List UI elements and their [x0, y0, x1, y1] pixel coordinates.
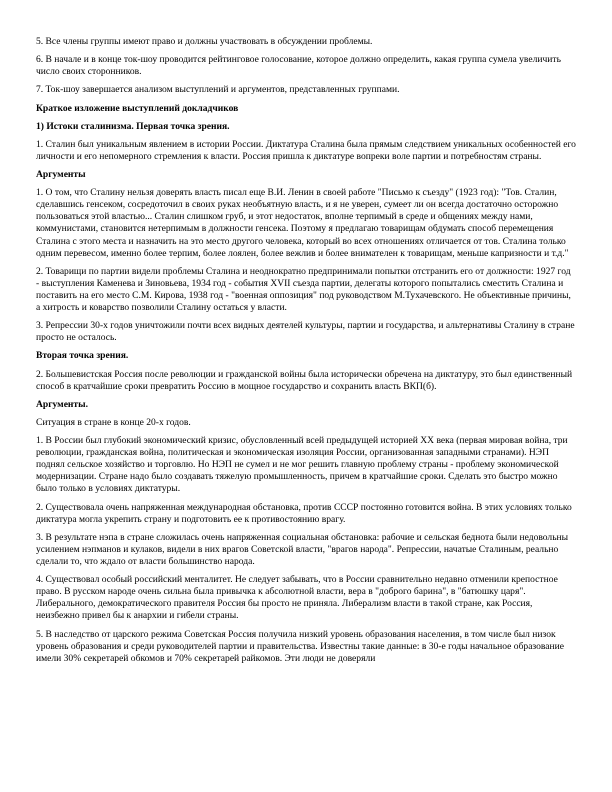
heading-arguments-1: Аргументы — [36, 169, 86, 181]
paragraph-situation-intro: Ситуация в стране в конце 20-х годов. — [36, 416, 191, 428]
paragraph-rule-5: 5. Все члены группы имеют право и должны участвовать в обсуждении проблемы. — [36, 36, 373, 47]
heading-second-viewpoint: Вторая точка зрения. — [36, 350, 129, 362]
heading-first-viewpoint: 1) Истоки сталинизма. Первая точка зрения. — [36, 120, 230, 132]
paragraph-argument-2-2: 2. Существовала очень напряженная международная обстановка, против СССР постоянно готовится война. В этих условиях только диктатура могла укрепить страну и подготовить ее к противостоянию врагу. — [36, 501, 572, 525]
document-page — [36, 36, 576, 671]
paragraph-rule-7: 7. Ток-шоу завершается анализом выступлений и аргументов, представленных группами. — [36, 84, 400, 96]
paragraph-argument-2-3: 3. В результате нэпа в стране сложилась очень напряженная социальная обстановка: рабочие и сельская беднота были недовольны усилением нэпманов и кулаков, видели в них врагов Советской власти, "врагов народа". Репрессии, начатые Сталиным, реально сделали то, что ждало от власти большинство народа. — [36, 531, 569, 568]
paragraph-argument-1-1: 1. О том, что Сталину нельзя доверять власть писал еще В.И. Ленин в своей работе "Письмо к съезду" (1923 год): "Тов. Сталин, сделавшись генсеком, сосредоточил в своих руках необъятную власть, и я не уверен, сумеет ли он всегда достаточно осторожно пользоваться этой властью... Сталин слишком груб, и этот недостаток, вполне терпимый в среде и общениях между нами, коммунистами, становится нетерпимым в должности генсека. Поэтому я предлагаю товарищам обдумать способ перемещения Сталина с этого места и назначить на это место другого человека, который во всех отношениях отличается от тов. Сталина только одним перевесом, именно более терпим, более лоялен, более вежлив и более внимателен к товарищам, меньше капризности и т.д." — [36, 187, 569, 259]
heading-summary: Краткое изложение выступлений докладчиков — [36, 102, 239, 114]
paragraph-argument-2-1: 1. В России был глубокий экономический кризис, обусловленный всей предыдущей историей XX века (первая мировая война, три революции, гражданская война, политическая и экономическая изоляция России, организованная западными странами). НЭП поднял сельское хозяйство и торговлю. Но НЭП не сумел и не мог решить главную проблему страны - проблему экономической модернизации. Стране надо было создавать тяжелую промышленность, причем в кратчайшие сроки. Сделать это быстро можно было только в условиях диктатуры. — [36, 435, 568, 495]
heading-arguments-2: Аргументы. — [36, 398, 88, 410]
paragraph-argument-1-3: 3. Репрессии 30-х годов уничтожили почти всех видных деятелей культуры, партии и государства, и альтернативы Сталину в стране просто не осталось. — [36, 320, 575, 344]
paragraph-first-viewpoint-thesis: 1. Сталин был уникальным явлением в истории России. Диктатура Сталина была прямым следствием уникальных особенностей его личности и его непомерного стремления к власти. Россия пришла к диктатуре вопреки воле партии и потребностям страны. — [36, 138, 576, 162]
paragraph-argument-1-2: 2. Товарищи по партии видели проблемы Сталина и неоднократно предпринимали попытки отстранить его от должности: 1927 год - выступления Каменева и Зиновьева, 1934 год - события XVII съезда партии, делегаты которого попытались сместить Сталина и поставить на его место С.М. Кирова, 1938 год - "военная оппозиция" под руководством М.Тухачевского. Не объективные причины, а хитрость и коварство позволили Сталину остаться у власти. — [36, 265, 571, 314]
paragraph-argument-2-4: 4. Существовал особый российский менталитет. Не следует забывать, что в России сравнительно недавно отменили крепостное право. В русском народе очень сильна была привычка к абсолютной власти, вера в "доброго барина", в "батюшку царя". Либерального, демократического правителя Россия бы просто не приняла. Либерализм власти в такой стране, как Россия, неизбежно привел бы к анархии и гибели страны. — [36, 574, 558, 622]
paragraph-second-viewpoint-thesis: 2. Большевистская Россия после революции и гражданской войны была исторически обречена на диктатуру, это был единственный способ в кратчайшие сроки превратить Россию в мощное государство и сохранить власть ВКП(б). — [36, 368, 573, 392]
paragraph-rule-6: 6. В начале и в конце ток-шоу проводится рейтинговое голосование, которое должно определить, какая группа сумела увеличить число своих сторонников. — [36, 54, 561, 78]
paragraph-argument-2-5: 5. В наследство от царского режима Советская Россия получила низкий уровень образования населения, в том числе был низок уровень образования и среди руководителей партии и правительства. Известны такие данные: в 30-е годы начальное образование имели 30% секретарей обкомов и 70% секретарей райкомов. Эти люди не доверяли — [36, 628, 564, 664]
